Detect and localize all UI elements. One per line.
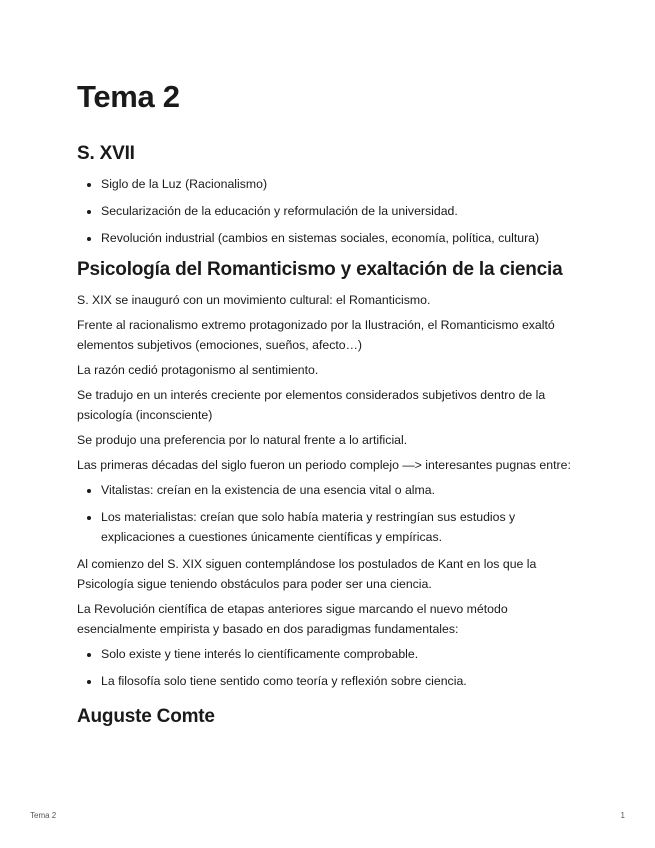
section-heading-s-xvii: S. XVII (77, 143, 135, 164)
list-item: • Vitalistas: creían en la existencia de una esencia vital o alma. (101, 480, 582, 500)
section-heading-auguste-comte: Auguste Comte (77, 706, 215, 727)
paragraph: Se tradujo en un interés creciente por elementos considerados subjetivos dentro de la psicología (inconsciente) (77, 388, 546, 422)
s-xvii-list (77, 174, 582, 248)
paragraph: Se produjo una preferencia por lo natural frente a lo artificial. (77, 433, 408, 447)
list-item: • Revolución industrial (cambios en sistemas sociales, economía, política, cultura) (101, 228, 582, 248)
paragraph: Al comienzo del S. XIX siguen contemplándose los postulados de Kant en los que la Psicología sigue teniendo obstáculos para poder ser una ciencia. (77, 557, 537, 591)
list-item: • Secularización de la educación y reformulación de la universidad. (101, 201, 582, 221)
paragraph: Las primeras décadas del siglo fueron un periodo complejo —> interesantes pugnas entre: (77, 458, 571, 472)
pugnas-list (77, 480, 582, 547)
document-page (77, 78, 582, 737)
paragraph: La Revolución científica de etapas anteriores sigue marcando el nuevo método esencialmente empirista y basado en dos paradigmas fundamentales: (77, 602, 508, 636)
list-item: • Los materialistas: creían que solo había materia y restringían sus estudios y explicaciones a cuestiones únicamente científicas y empíricas. (101, 507, 582, 547)
paragraph: Frente al racionalismo extremo protagonizado por la Ilustración, el Romanticismo exaltó elementos subjetivos (emociones, sueños, afecto…) (77, 318, 555, 352)
paragraph: La razón cedió protagonismo al sentimiento. (77, 363, 319, 377)
footer-document-title: Tema 2 (30, 811, 57, 820)
list-item: • Solo existe y tiene interés lo científicamente comprobable. (101, 644, 582, 664)
section-heading-romanticismo: Psicología del Romanticismo y exaltación de la ciencia (77, 259, 563, 280)
footer-page-number: 1 (620, 811, 625, 820)
list-item: • La filosofía solo tiene sentido como teoría y reflexión sobre ciencia. (101, 671, 582, 691)
list-item: • Siglo de la Luz (Racionalismo) (101, 174, 582, 194)
paradigmas-list (77, 644, 582, 691)
document-title: Tema 2 (77, 79, 180, 114)
paragraph: S. XIX se inauguró con un movimiento cultural: el Romanticismo. (77, 293, 431, 307)
